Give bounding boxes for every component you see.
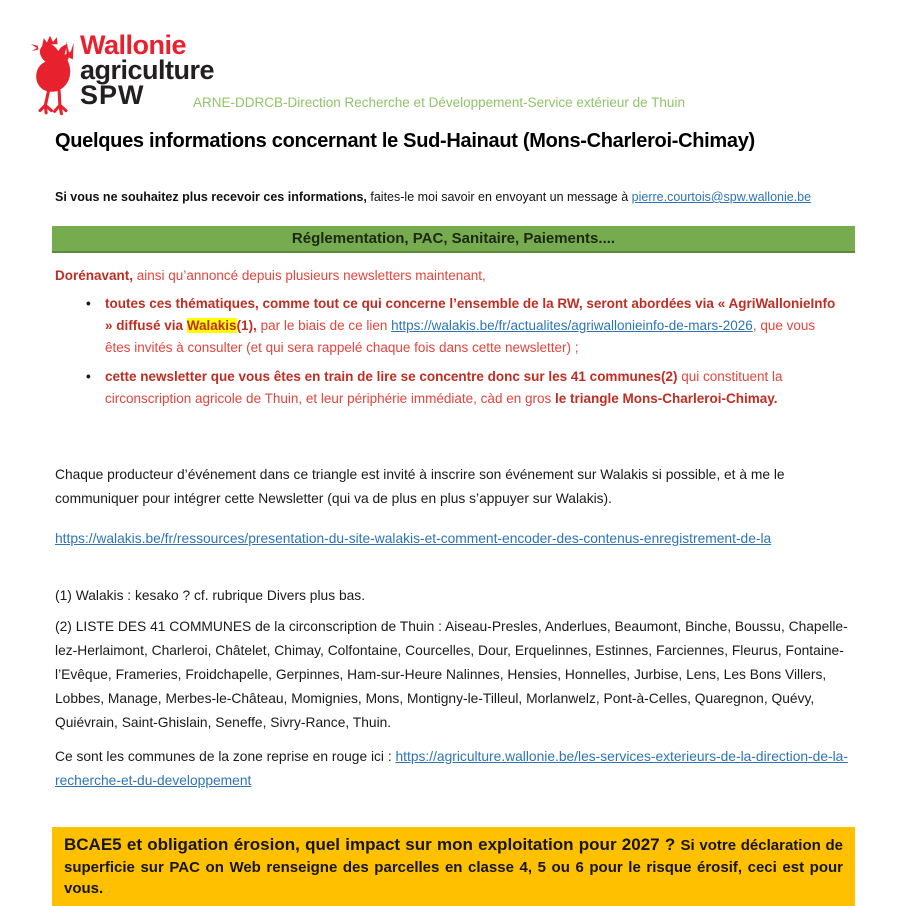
- zone-map-link[interactable]: https://agriculture.wallonie.be/les-services-exterieurs-de-la-direction-de-la-recherche-et-du-developpement: [55, 749, 848, 788]
- bullet2-bold-start: cette newsletter que vous êtes en train de lire se concentre donc sur les 41 communes(2): [105, 369, 678, 384]
- page-title: Quelques informations concernant le Sud-Hainaut (Mons-Charleroi-Chimay): [55, 130, 755, 152]
- resource-link-paragraph: [55, 527, 855, 551]
- brand-wallonie: Wallonie: [80, 30, 187, 60]
- spw-agriculture-logo: [30, 30, 215, 124]
- bullet1-footnote-ref: (1),: [236, 318, 257, 333]
- walakis-news-link[interactable]: https://walakis.be/fr/actualites/agriwallonieinfo-de-mars-2026: [391, 318, 753, 333]
- bcae5-banner-rest: Si votre déclaration de superficie sur PAC on Web renseigne des parcelles en classe 4, 5 ou 6 pour le risque érosif, ceci est pour vous.: [64, 837, 843, 897]
- bcae5-banner: [52, 827, 855, 906]
- unsubscribe-bold: Si vous ne souhaitez plus recevoir ces informations,: [55, 190, 367, 204]
- bullet1-regular-end: , que vous êtes invités à consulter (et qui sera rappelé chaque fois dans cette newsletter) ;: [105, 318, 816, 355]
- bullet2-regular-mid: qui constituent la circonscription agricole de Thuin, et leur périphérie immédiate, càd en gros: [105, 369, 783, 406]
- producer-paragraph: Chaque producteur d’événement dans ce triangle est invité à inscrire son événement sur Walakis si possible, et à me le communiquer pour intégrer cette Newsletter (qui va de plus en plus s’appuyer sur Walakis).: [55, 467, 785, 506]
- bullet-item-thematiques: [86, 293, 838, 359]
- bullet2-bold-end: le triangle Mons-Charleroi-Chimay.: [554, 391, 778, 406]
- footnote-2-communes: (2) LISTE DES 41 COMMUNES de la circonscription de Thuin : Aiseau-Presles, Anderlues, Beaumont, Binche, Boussu, Chapelle-lez-Herlaimont, Charleroi, Châtelet, Chimay, Colfontaine, Courcelles, Dour, Erquelinnes, Estinnes, Farciennes, Fleurus, Fontaine-l’Evêque, Frameries, Froidchapelle, Gerpinnes, Ham-sur-Heure Nalinnes, Hensies, Honnelles, Jurbise, Lens, Les Bons Villers, Lobbes, Manage, Merbes-le-Château, Momignies, Mons, Montigny-le-Tilleul, Morlanwelz, Pont-à-Celles, Quaregnon, Quévy, Quiévrain, Saint-Ghislain, Seneffe, Sivry-Rance, Thuin.: [55, 619, 848, 730]
- unsubscribe-regular: faites-le moi savoir en envoyant un message à: [366, 190, 632, 204]
- brand-agriculture: agriculture: [80, 55, 215, 86]
- unsubscribe-note: [55, 190, 865, 204]
- walakis-highlight: Walakis: [186, 318, 237, 333]
- zone-paragraph: [55, 745, 855, 793]
- bullet-item-newsletter: [86, 366, 838, 410]
- bullet1-bold-start: toutes ces thématiques, comme tout ce qui concerne l’ensemble de la RW, seront abordées via « AgriWallonieInfo » diffusé via: [105, 296, 836, 333]
- department-line: ARNE-DDRCB-Direction Recherche et Développement-Service extérieur de Thuin: [193, 95, 685, 110]
- intro-regular: ainsi qu’annoncé depuis plusieurs newsletters maintenant,: [133, 268, 486, 283]
- bcae5-banner-lead: BCAE5 et obligation érosion, quel impact sur mon exploitation pour 2027 ?: [64, 835, 681, 854]
- walakis-resource-link[interactable]: https://walakis.be/fr/ressources/presentation-du-site-walakis-et-comment-encoder-des-contenus-enregistrement-de-la: [55, 531, 772, 546]
- email-link[interactable]: pierre.courtois@spw.wallonie.be: [631, 190, 812, 204]
- zone-text: Ce sont les communes de la zone reprise en rouge ici :: [55, 749, 396, 764]
- section-banner: Réglementation, PAC, Sanitaire, Paiements....: [52, 226, 855, 253]
- bullet1-regular-mid: par le biais de ce lien: [256, 318, 392, 333]
- rooster-icon: [30, 35, 76, 124]
- bullet-list: [86, 293, 838, 417]
- intro-line: [55, 264, 855, 288]
- brand-spw: SPW: [80, 80, 145, 111]
- intro-bold: Dorénavant,: [55, 268, 134, 283]
- footnote-1: (1) Walakis : kesako ? cf. rubrique Divers plus bas.: [55, 588, 366, 603]
